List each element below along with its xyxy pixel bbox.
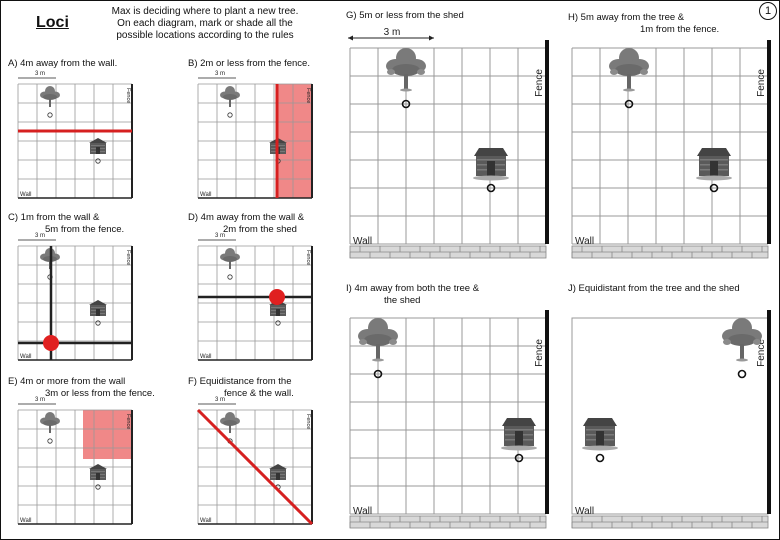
scale-arrow	[348, 36, 353, 41]
fence-label: Fence	[756, 69, 767, 97]
shed-icon	[582, 418, 618, 451]
fence-label: Fence	[305, 414, 311, 430]
fence-label: Fence	[125, 414, 131, 430]
question-h-line: 1m from the fence.	[640, 24, 720, 35]
intro-line: possible locations according to the rules	[116, 30, 294, 41]
fence-label: Fence	[305, 88, 311, 104]
wall-label: Wall	[20, 192, 32, 198]
tree-icon	[358, 318, 398, 362]
question-i-line: the shed	[384, 295, 421, 306]
shed-icon	[89, 138, 107, 154]
scale-label: 3 m	[34, 397, 46, 403]
question-g-label: G) 5m or less from the shed	[346, 10, 464, 21]
tree-marker	[739, 371, 746, 378]
fence-label: Fence	[125, 88, 131, 104]
question-e-line: E) 4m or more from the wall	[8, 376, 126, 387]
question-e-line: 3m or less from the fence.	[45, 388, 155, 399]
diagram-c	[18, 233, 132, 360]
question-f-line: F) Equidistance from the	[188, 376, 292, 387]
shed-marker	[597, 455, 604, 462]
fence-label: Fence	[756, 339, 767, 367]
diagram-j	[572, 310, 771, 528]
wall-label: Wall	[575, 506, 595, 517]
shed-marker	[96, 159, 100, 163]
tree-icon	[40, 86, 60, 107]
wall-label: Wall	[200, 192, 212, 198]
answer-point	[43, 335, 59, 351]
question-d-line: D) 4m away from the wall &	[188, 212, 305, 223]
question-b-label: B) 2m or less from the fence.	[188, 58, 310, 69]
fence-label: Fence	[305, 250, 311, 266]
fence-label: Fence	[125, 250, 131, 266]
question-h-line: H) 5m away from the tree &	[568, 12, 685, 23]
shed-icon	[89, 464, 107, 480]
tree-icon	[609, 48, 649, 92]
tree-marker	[48, 113, 52, 117]
wall-label: Wall	[200, 354, 212, 360]
shed-marker	[276, 321, 280, 325]
fence-line	[767, 310, 771, 514]
answer-shade	[83, 410, 132, 459]
diagram-e	[18, 397, 132, 524]
diagram-d	[198, 233, 312, 360]
wall-label: Wall	[20, 354, 32, 360]
tree-marker	[228, 113, 232, 117]
answer-point	[269, 289, 285, 305]
diagram-i	[350, 310, 549, 528]
diagram-a	[18, 71, 132, 198]
diagram-g	[348, 27, 549, 258]
question-a-label: A) 4m away from the wall.	[8, 58, 118, 69]
question-c-line: C) 1m from the wall &	[8, 212, 100, 223]
question-f-line: fence & the wall.	[224, 388, 294, 399]
scale-label: 3 m	[214, 397, 226, 403]
scale-label: 3 m	[214, 233, 226, 239]
fence-line	[545, 40, 549, 244]
scale-label: 3 m	[34, 71, 46, 77]
page-number: 1	[759, 2, 777, 20]
scale-label: 3 m	[383, 27, 401, 38]
diagram-h	[572, 40, 771, 258]
fence-label: Fence	[534, 69, 545, 97]
wall-label: Wall	[353, 236, 373, 247]
diagram-b	[198, 71, 312, 198]
shed-icon	[473, 148, 509, 181]
wall-label: Wall	[575, 236, 595, 247]
scale-arrow	[429, 36, 434, 41]
scale-label: 3 m	[34, 233, 46, 239]
fence-label: Fence	[534, 339, 545, 367]
tree-icon	[220, 412, 240, 433]
intro-line: Max is deciding where to plant a new tree.	[111, 6, 299, 17]
shed-marker	[96, 485, 100, 489]
shed-icon	[269, 464, 287, 480]
diagram-f	[198, 397, 312, 524]
question-d-line: 2m from the shed	[223, 224, 297, 235]
question-i-line: I) 4m away from both the tree &	[346, 283, 480, 294]
question-j-label: J) Equidistant from the tree and the shed	[568, 283, 740, 294]
page-title: Loci	[36, 14, 69, 31]
tree-icon	[386, 48, 426, 92]
tree-icon	[220, 248, 240, 269]
shed-icon	[696, 148, 732, 181]
tree-icon	[220, 86, 240, 107]
tree-icon	[40, 412, 60, 433]
question-c-line: 5m from the fence.	[45, 224, 125, 235]
shed-icon	[89, 300, 107, 316]
diagram-border	[572, 318, 768, 514]
tree-marker	[48, 439, 52, 443]
intro-line: On each diagram, mark or shade all the	[117, 18, 293, 29]
tree-marker	[228, 275, 232, 279]
shed-icon	[501, 418, 537, 451]
wall-label: Wall	[353, 506, 373, 517]
wall-label: Wall	[200, 518, 212, 524]
fence-line	[767, 40, 771, 244]
wall-label: Wall	[20, 518, 32, 524]
fence-line	[545, 310, 549, 514]
shed-marker	[96, 321, 100, 325]
scale-label: 3 m	[214, 71, 226, 77]
